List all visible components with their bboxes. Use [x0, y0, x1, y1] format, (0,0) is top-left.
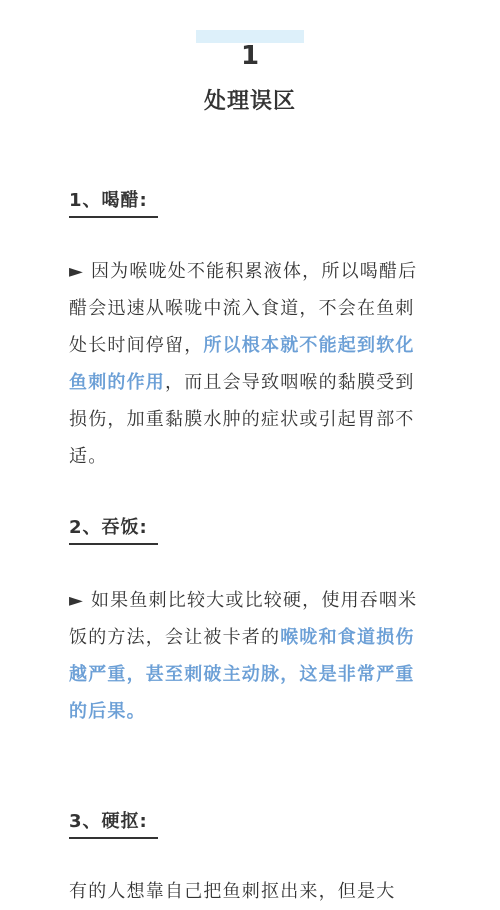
highlighted-text: 喉咙和食道损伤越严重，甚至刺破主动脉，这是非常严重的后果。 [69, 627, 415, 722]
paragraph-text: 如果鱼刺比较大或比较硬，使用吞咽米饭的方法，会让被卡者的 [69, 590, 418, 648]
bullet-icon: ► [69, 590, 85, 611]
item-paragraph-vinegar [69, 253, 433, 475]
highlighted-text: 所以根本就不能起到软化鱼刺的作用 [69, 335, 415, 393]
item-heading-vinegar: 1、喝醋: [69, 188, 158, 218]
section-number: 1 [240, 41, 260, 71]
item-paragraph-rice [69, 582, 433, 730]
bullet-icon: ► [69, 261, 85, 282]
item-heading-rice: 2、吞饭: [69, 515, 158, 545]
paragraph-text: 有的人想靠自己把鱼刺抠出来，但是大 [69, 881, 396, 902]
paragraph-text: 因为喉咙处不能积累液体，所以喝醋后醋会迅速从喉咙中流入食道，不会在鱼刺处长时间停留， [69, 261, 418, 356]
section-title: 处理误区 [203, 89, 296, 114]
item-heading-dig: 3、硬抠: [69, 809, 158, 839]
paragraph-text: ，而且会导致咽喉的黏膜受到损伤，加重黏膜水肿的症状或引起胃部不适。 [69, 372, 415, 467]
